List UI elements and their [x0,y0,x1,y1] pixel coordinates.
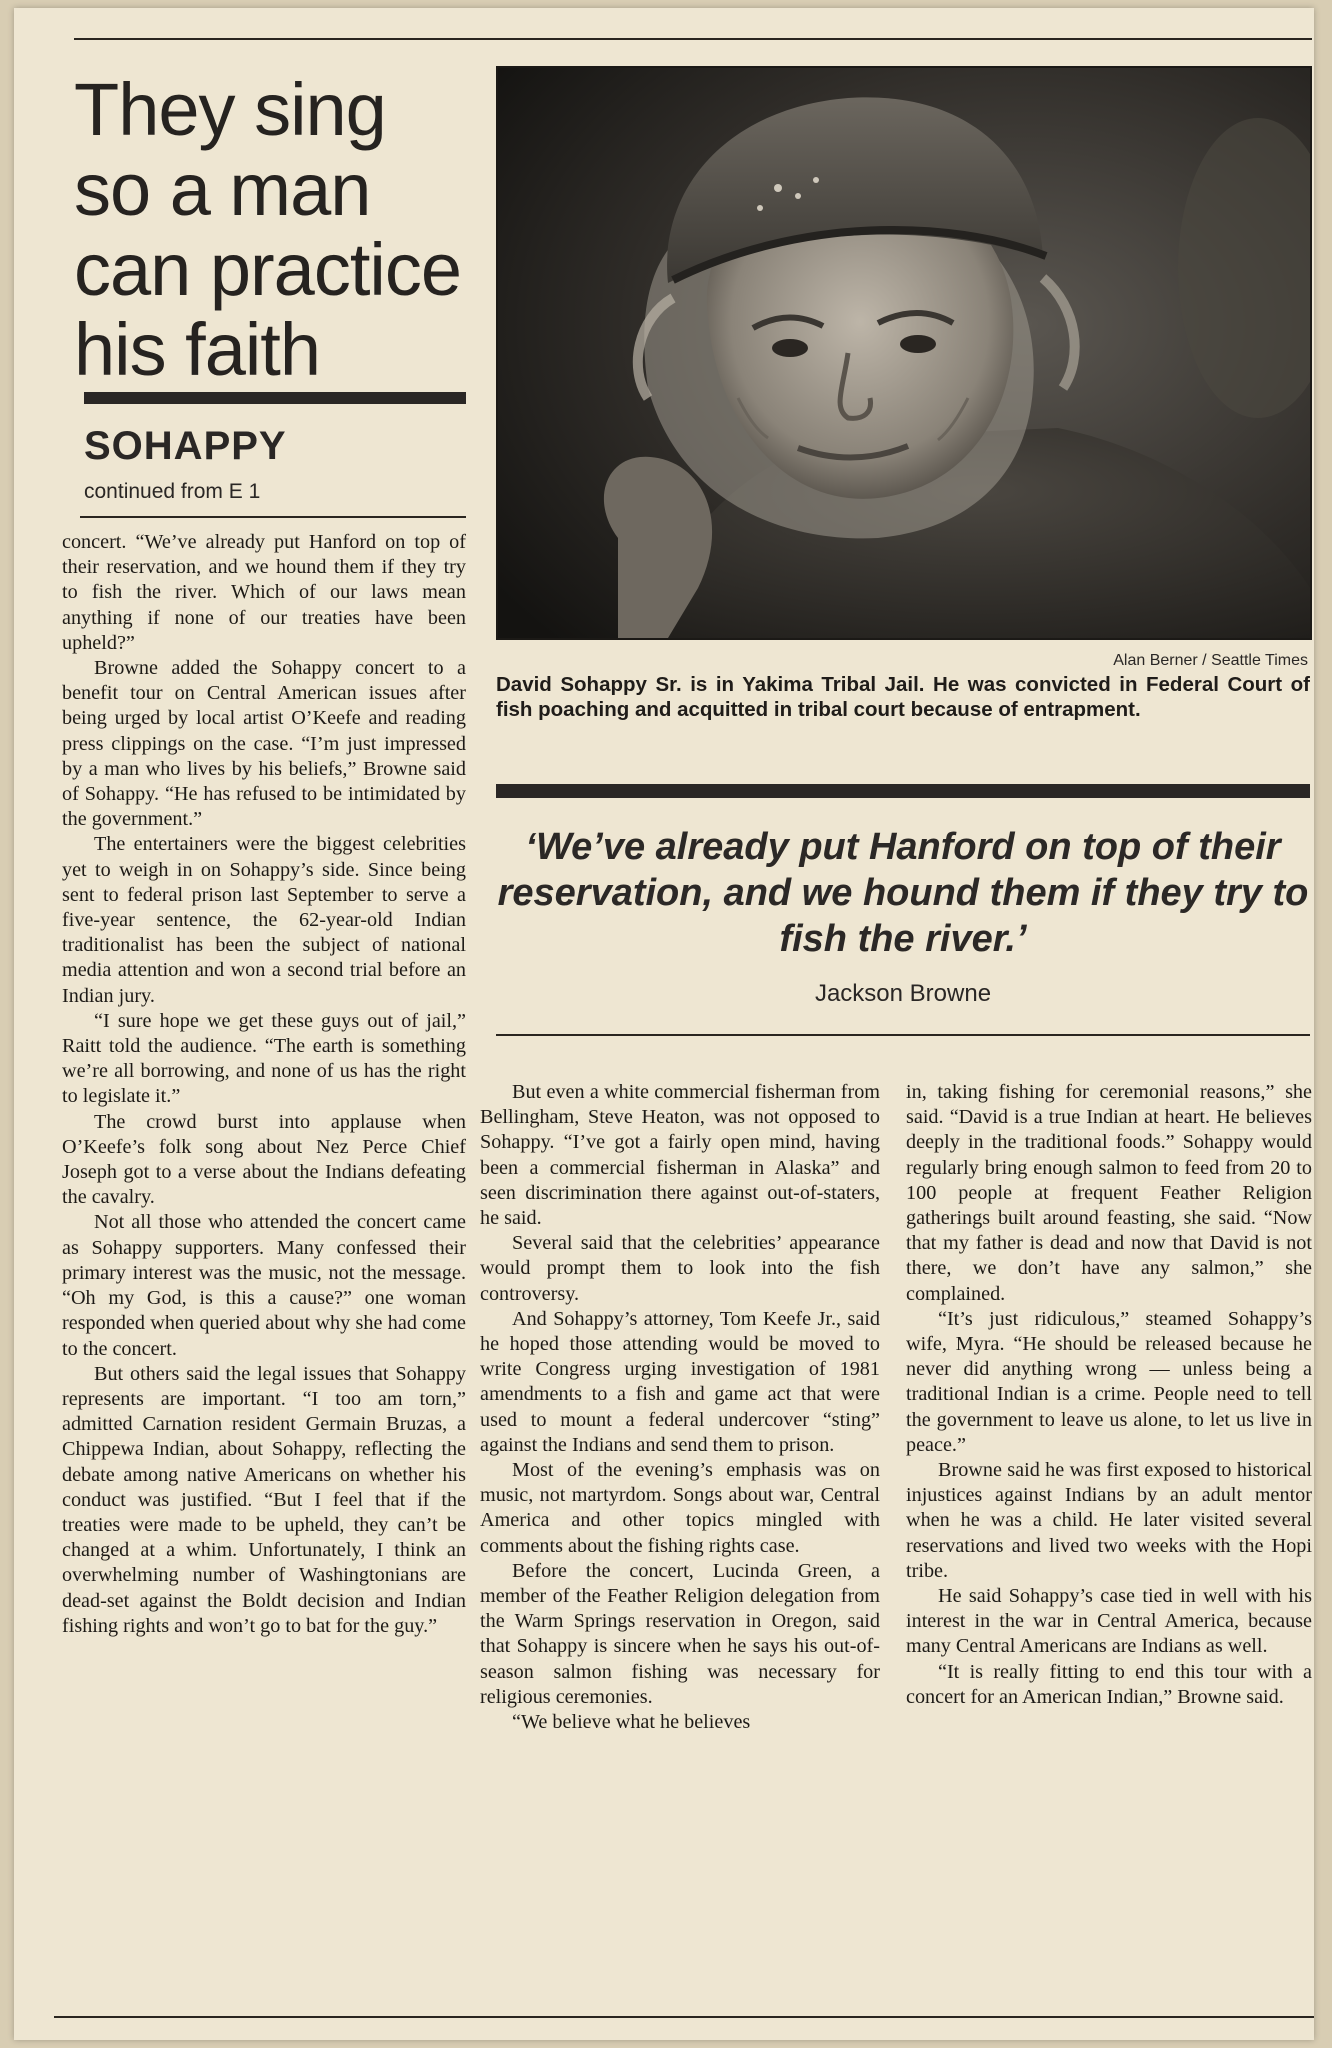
paragraph: Most of the evening’s emphasis was on music, not martyrdom. Songs about war, Central America and other topics mingled with comments about the fishing rights case. [480,1459,880,1557]
paragraph: And Sohappy’s attorney, Tom Keefe Jr., said he hoped those attending would be moved to write Congress urging investigation of 1981 amendments to a fish and game act that were used to mount a federal undercover “sting” against the Indians and send them to prison. [480,1307,880,1456]
article-column-3 [906,1080,1312,2010]
paragraph: “I sure hope we get these guys out of jail,” Raitt told the audience. “The earth is something we’re all borrowing, and none of us has the right to legislate it.” [62,1009,466,1108]
paragraph: Browne said he was first exposed to historical injustices against Indians by an adult mentor when he was a child. He later visited several reservations and lived two weeks with the Hopi tribe. [906,1459,1312,1582]
paragraph: Several said that the celebrities’ appearance would prompt them to look into the fish controversy. [480,1232,880,1305]
paragraph: He said Sohappy’s case tied in well with his interest in the war in Central America, because many Central Americans are Indians as well. [906,1585,1312,1658]
photo-credit: Alan Berner / Seattle Times [1113,652,1308,669]
top-rule [74,38,1312,40]
pull-quote-rule [496,784,1310,798]
paragraph: But others said the legal issues that Sohappy represents are important. “I too am torn,” admitted Carnation resident Germain Bruzas, a Chippewa Indian, about Sohappy, reflecting the debate among native Americans on whether his conduct was justified. “But I feel that if the treaties were made to be upheld, they can’t be changed at a whim. Unfortunately, I think an overwhelming number of Washingtonians are dead-set against the Boldt decision and Indian fishing rights and won’t go to bat for the guy.” [62,1362,466,1637]
paragraph: in, taking fishing for ceremonial reasons,” she said. “David is a true Indian at heart. He believes deeply in the traditional foods.” Sohappy would regularly bring enough salmon to feed from 20 to 100 people at frequent Feather Religion gatherings built around feasting, she said. “Now that my father is dead and now that David is not there, we don’t have any salmon,” she complained. [906,1081,1312,1305]
newspaper-clipping [14,8,1314,2040]
pull-quote: ‘We’ve already put Hanford on top of their reservation, and we hound them if they try to fish the river.’ [497,826,1309,960]
article-column-2 [480,1080,880,2010]
heavy-rule [84,392,466,404]
paragraph: But even a white commercial fisherman from Bellingham, Steve Heaton, was not opposed to Sohappy. “I’ve got a fairly open mind, having been a commercial fisherman in Alaska” and seen discrimination there against out-of-staters, he said. [480,1081,880,1230]
headline: They sing so a man can practice his faith [74,68,461,391]
portrait-photo-image [498,68,1310,638]
thin-rule [80,516,466,518]
bottom-rule [54,2016,1314,2018]
paragraph: The crowd burst into applause when O’Keefe’s folk song about Nez Perce Chief Joseph got to a verse about the Indians defeating the cavalry. [62,1110,466,1209]
article-column-1 [62,530,466,2000]
paragraph: concert. “We’ve already put Hanford on top of their reservation, and we hound them if they try to fish the river. Which of our laws mean anything if none of our treaties have been upheld?” [62,531,466,654]
paragraph: Not all those who attended the concert came as Sohappy supporters. Many confessed their primary interest was the music, not the message. “Oh my God, is this a cause?” one woman responded when queried about why she had come to the concert. [62,1211,466,1360]
paragraph: Before the concert, Lucinda Green, a member of the Feather Religion delegation from the Warm Springs reservation in Oregon, said that Sohappy is sincere when he says his out-of-season salmon fishing was necessary for religious ceremonies. [480,1559,880,1708]
pull-quote-attribution: Jackson Browne [814,980,992,1007]
photo-caption: David Sohappy Sr. is in Yakima Tribal Jail. He was convicted in Federal Court of fish poaching and acquitted in tribal court because of entrapment. [496,673,1310,721]
portrait-photo [496,66,1312,640]
paragraph: The entertainers were the biggest celebrities yet to weigh in on Sohappy’s side. Since being sent to federal prison last September to serve a five-year sentence, the 62-year-old Indian traditionalist has been the subject of national media attention and won a second trial before an Indian jury. [62,833,466,1007]
paragraph: “It’s just ridiculous,” steamed Sohappy’s wife, Myra. “He should be released because he never did anything wrong — unless being a traditional Indian is a crime. People need to tell the government to leave us alone, to let us live in peace.” [906,1307,1312,1456]
paragraph: “We believe what he believes [512,1711,751,1734]
pull-quote-bottom-rule [496,1034,1310,1036]
kicker: SOHAPPY [84,424,287,468]
jump-line: continued from E 1 [84,480,261,503]
paragraph: Browne added the Sohappy concert to a benefit tour on Central American issues after being urged by local artist O’Keefe and reading press clippings on the case. “I’m just impressed by a man who lives by his beliefs,” Browne said of Sohappy. “He has refused to be intimidated by the government.” [62,657,466,831]
paragraph: “It is really fitting to end this tour with a concert for an American Indian,” Browne said. [906,1660,1312,1708]
